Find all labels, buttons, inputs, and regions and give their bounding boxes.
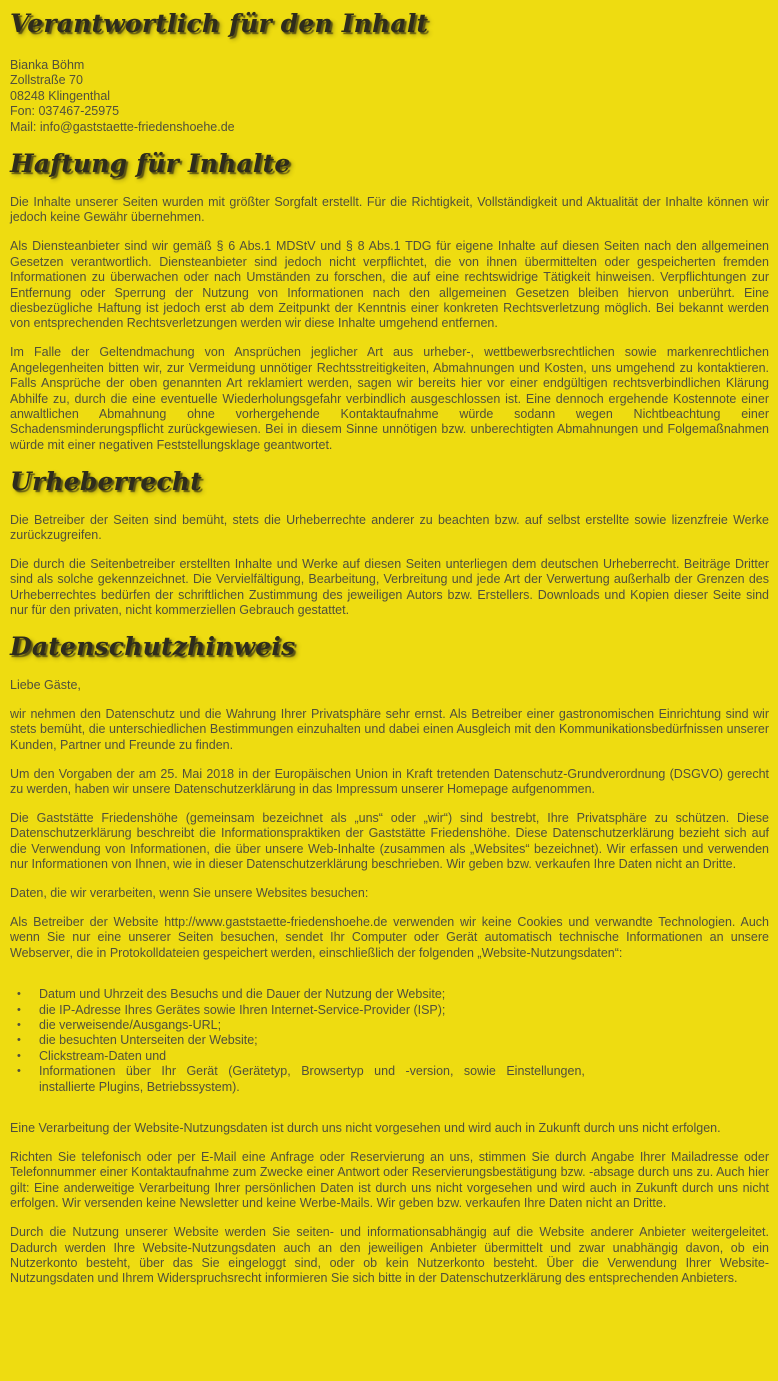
list-item xyxy=(10,1003,769,1018)
section-verantwortlich xyxy=(10,9,769,135)
bullet-icon: • xyxy=(17,1003,21,1016)
list-item xyxy=(10,1049,769,1064)
list-item xyxy=(10,1033,769,1048)
bullet-icon: • xyxy=(17,1019,21,1032)
paragraph-urheberrecht-1: Die Betreiber der Seiten sind bemüht, stets die Urheberrechte anderer zu beachten bzw. auf selbst erstellte sowie lizenzfreie Werke zurückzugreifen. xyxy=(10,512,769,543)
paragraph-datenschutz-2: Um den Vorgaben der am 25. Mai 2018 in der Europäischen Union in Kraft tretenden Datenschutz-Grundverordnung (DSGVO) gerecht zu werden, haben wir unsere Datenschutzerklärung in das Impressum unserer Homepage aufgenommen. xyxy=(10,766,769,797)
paragraph-datenschutz-7: Durch die Nutzung unserer Website werden Sie seiten- und informationsabhängig auf die Website anderer Anbieter weitergeleitet. Dadurch werden Ihre Website-Nutzungsdaten auch an den jeweiligen Anbieter übermittelt und zwar unabhängig davon, ob ein Nutzerkonto besteht, über das Sie eingeloggt sind, oder ob kein Nutzerkonto besteht. Über die Verwendung Ihrer Website-Nutzungsdaten und Ihrem Widerspruchsrecht informieren Sie sich bitte in der Datenschutzerklärung des entsprechenden Anbieters. xyxy=(10,1225,769,1286)
section-urheberrecht xyxy=(10,467,769,619)
bullet-icon: • xyxy=(17,1034,21,1047)
list-item xyxy=(10,987,769,1002)
contact-block xyxy=(10,58,769,135)
bullet-icon: • xyxy=(17,1049,21,1062)
paragraph-datenschutz-1: wir nehmen den Datenschutz und die Wahrung Ihrer Privatsphäre sehr ernst. Als Betreiber einer gastronomischen Einrichtung sind wir stets bemüht, die unterschiedlichen Bestimmungen einzuhalten und dabei einen Ausgleich mit den Kommunikationsbedürfnissen unserer Kunden, Partner und Freunde zu finden. xyxy=(10,706,769,752)
salutation: Liebe Gäste, xyxy=(10,678,81,693)
contact-city: 08248 Klingenthal xyxy=(10,88,111,103)
section-heading-urheberrecht: Urheberrecht xyxy=(10,466,203,496)
contact-name: Bianka Böhm xyxy=(10,58,85,72)
paragraph-datenschutz-3: Die Gaststätte Friedenshöhe (gemeinsam bezeichnet als „uns“ oder „wir“) sind bestrebt, Ihre Privatsphäre zu schützen. Diese Datenschutzerklärung beschreibt die Informationspraktiken der Gaststätte Friedenshöhe. Diese Datenschutzerklärung bezieht sich auf die Verwendung von Informationen, die über unsere Web-Inhalte (zusammen als „Websites“ bezeichnet). Wir erfassen und verwenden nur Informationen von Ihnen, wie in dieser Datenschutzerklärung beschrieben. Wir geben bzw. verkaufen Ihre Daten nicht an Dritte. xyxy=(10,811,769,872)
paragraph-haftung-2: Als Diensteanbieter sind wir gemäß § 6 Abs.1 MDStV und § 8 Abs.1 TDG für eigene Inhalte auf diesen Seiten nach den allgemeinen Gesetzen verantwortlich. Diensteanbieter sind jedoch nicht verpflichtet, die von ihnen übermittelten oder gespeicherten fremden Informationen zu überwachen oder nach Umständen zu forschen, die auf eine rechtswidrige Tätigkeit hinweisen. Verpflichtungen zur Entfernung oder Sperrung der Nutzung von Informationen nach den allgemeinen Gesetzen bleiben hiervon unberührt. Eine diesbezügliche Haftung ist jedoch erst ab dem Zeitpunkt der Kenntnis einer konkreten Rechtsverletzung möglich. Bei bekannt werden von entsprechenden Rechtsverletzungen werden wir diese Inhalte umgehend entfernen. xyxy=(10,239,769,331)
section-datenschutz xyxy=(10,632,769,1287)
website-usage-data-list xyxy=(10,987,769,1095)
list-item-text: die besuchten Unterseiten der Website; xyxy=(39,1033,258,1048)
list-item-text-line1: Informationen über Ihr Gerät (Gerätetyp, Browsertyp und -version, sowie Einstellungen, xyxy=(39,1064,585,1079)
paragraph-datenschutz-4: Als Betreiber der Website http://www.gaststaette-friedenshoehe.de verwenden wir keine Cookies und verwandte Technologien. Auch wenn Sie nur eine unserer Seiten besuchen, sendet Ihr Computer oder Gerät automatisch technische Informationen an unsere Webserver, die in Protokolldateien gespeichert werden, einschließlich der folgenden „Website-Nutzungsdaten“: xyxy=(10,915,769,960)
list-item-text: die IP-Adresse Ihres Gerätes sowie Ihren Internet-Service-Provider (ISP); xyxy=(39,1002,446,1017)
list-item xyxy=(10,1018,769,1033)
section-heading-verantwortlich: Verantwortlich für den Inhalt xyxy=(10,9,429,38)
bullet-icon: • xyxy=(17,988,21,1001)
paragraph-datenschutz-5: Eine Verarbeitung der Website-Nutzungsdaten ist durch uns nicht vorgesehen und wird auch in Zukunft durch uns nicht erfolgen. xyxy=(10,1121,721,1136)
paragraph-haftung-3: Im Falle der Geltendmachung von Ansprüchen jeglicher Art aus urheber-, wettbewerbsrechtlichen sowie markenrechtlichen Angelegenheiten bitten wir, zur Vermeidung unnötiger Rechtsstreitigkeiten, Abmahnungen und Kosten, uns umgehend zu kontaktieren. Falls Ansprüche der oben genannten Art reklamiert werden, sagen wir bereits hier vor einer endgültigen rechtsverbindlichen Klärung Abhilfe zu, durch die eine eventuelle Wiederholungsgefahr verbindlich ausgeschlossen ist. Eine dennoch ergehende Kostennote einer anwaltlichen Abmahnung ohne vorhergehende Kontaktaufnahme würde sodann wegen Nichtbeachtung einer Schadensminderungspflicht zurückgewiesen. Bei in diesem Sinne unnötigen bzw. unberechtigten Abmahnungen und Folgemaßnahmen würde mit einer negativen Feststellungsklage geantwortet. xyxy=(10,345,769,452)
list-intro: Daten, die wir verarbeiten, wenn Sie unsere Websites besuchen: xyxy=(10,886,369,901)
paragraph-datenschutz-6: Richten Sie telefonisch oder per E-Mail eine Anfrage oder Reservierung an uns, stimmen Sie durch Angabe Ihrer Mailadresse oder Telefonnummer einer Kontaktaufnahme zum Zwecke einer Antwort oder Reservierungsbestätigung bzw. -absage durch uns zu. Auch hier gilt: Eine anderweitige Verarbeitung Ihrer persönlichen Daten ist durch uns nicht vorgesehen und wird auch in Zukunft durch uns nicht erfolgen. Wir versenden keine Newsletter und keine Werbe-Mails. Wir geben bzw. verkaufen Ihre Daten nicht an Dritte. xyxy=(10,1150,769,1211)
list-item-text-line2: installierte Plugins, Betriebssystem). xyxy=(39,1079,240,1094)
bullet-icon: • xyxy=(17,1065,21,1078)
list-item-text: Datum und Uhrzeit des Besuchs und die Dauer der Nutzung der Website; xyxy=(39,987,446,1002)
list-item-text: Clickstream-Daten und xyxy=(39,1048,167,1063)
paragraph-urheberrecht-2: Die durch die Seitenbetreiber erstellten Inhalte und Werke auf diesen Seiten unterliegen dem deutschen Urheberrecht. Beiträge Dritter sind als solche gekennzeichnet. Die Vervielfältigung, Bearbeitung, Verbreitung und jede Art der Verwertung außerhalb der Grenzen des Urheberrechtes bedürfen der schriftlichen Zustimmung des jeweiligen Autors bzw. Erstellers. Downloads und Kopien dieser Seite sind nur für den privaten, nicht kommerziellen Gebrauch gestattet. xyxy=(10,556,769,618)
section-heading-haftung: Haftung für Inhalte xyxy=(10,149,291,179)
contact-phone: Fon: 037467-25975 xyxy=(10,104,120,119)
contact-email: Mail: info@gaststaette-friedenshoehe.de xyxy=(10,119,235,134)
list-item xyxy=(10,1064,769,1095)
list-item-text: die verweisende/Ausgangs-URL; xyxy=(39,1018,222,1033)
contact-street: Zollstraße 70 xyxy=(10,73,83,88)
impressum-page xyxy=(10,9,769,1287)
section-heading-datenschutz: Datenschutzhinweis xyxy=(10,632,296,662)
paragraph-haftung-1: Die Inhalte unserer Seiten wurden mit größter Sorgfalt erstellt. Für die Richtigkeit, Vollständigkeit und Aktualität der Inhalte können wir jedoch keine Gewähr übernehmen. xyxy=(10,195,769,225)
section-haftung xyxy=(10,149,769,453)
